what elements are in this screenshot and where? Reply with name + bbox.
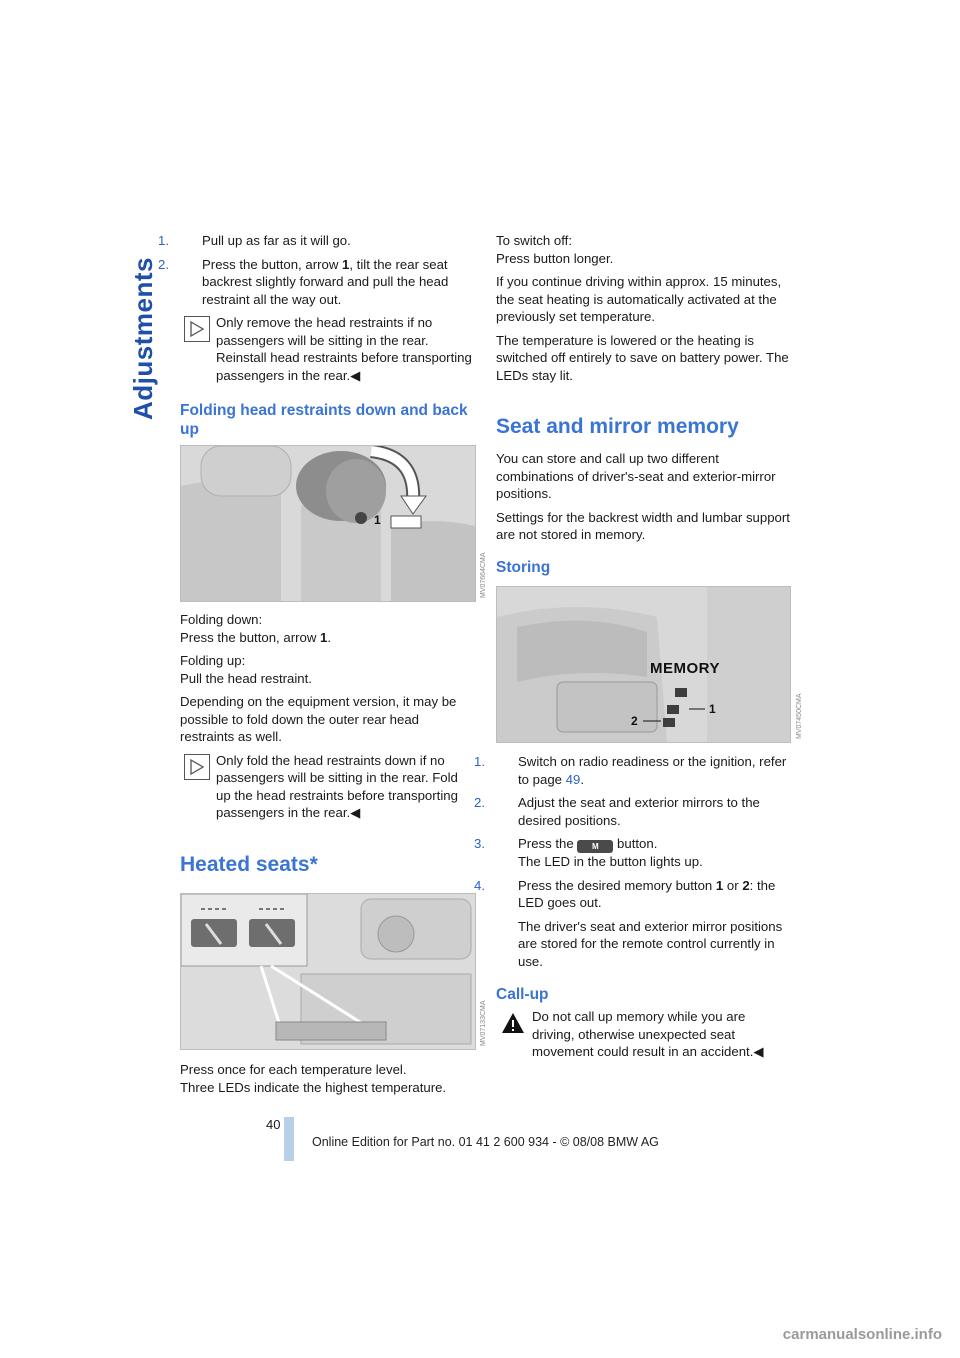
memory-text-2: Settings for the backrest width and lumbar support are not stored in memory. <box>496 509 790 542</box>
memory-button-icon: M <box>577 840 613 853</box>
memory-label: MEMORY <box>650 660 720 677</box>
storing-heading: Storing <box>496 559 551 576</box>
footer-bar <box>284 1117 294 1161</box>
continue-text: If you continue driving within approx. 15 minutes, the seat heating is automatically activated at the previously set temperature. <box>496 274 782 324</box>
heated-seats-heading: Heated seats* <box>180 853 318 876</box>
callup-section <box>496 985 790 1067</box>
chapter-side-title: Adjustments <box>128 257 158 420</box>
svg-text:2: 2 <box>631 714 638 728</box>
storing-steps <box>474 753 790 976</box>
folding-heading: Folding head restraints down and back up <box>180 402 468 438</box>
image-code: MV07664CMA <box>480 552 487 598</box>
folding-section <box>180 401 475 445</box>
image-code: MV07450CMA <box>796 693 803 739</box>
left-column <box>158 232 475 390</box>
store-step-4: 4. Press the desired memory button 1 or 2: the LED goes out. <box>474 877 776 910</box>
memory-text-1: You can store and call up two different combinations of driver's-seat and exterior-mirror positions. <box>496 451 776 501</box>
store-step-3: 3. Press the M button. The LED in the button lights up. <box>474 836 703 869</box>
store-step-2: 2. Adjust the seat and exterior mirrors to the desired positions. <box>474 795 760 828</box>
head-restraint-photo <box>180 445 476 602</box>
heated-text <box>180 1061 480 1102</box>
battery-text: The temperature is lowered or the heating is switched off entirely to save on battery power. The LEDs stay lit. <box>496 332 789 383</box>
image-code: MV07133CMA <box>480 1000 487 1046</box>
folding-text <box>180 611 475 828</box>
note-fold: Only fold the head restraints down if no passengers will be sitting in the rear. Fold up the head restraints before transporting passengers in the rear.◀ <box>180 752 475 822</box>
equipment-text: Depending on the equipment version, it may be possible to fold down the outer rear head restraints as well. <box>180 694 457 744</box>
warning-icon <box>500 1010 526 1036</box>
step-1: 1. Pull up as far as it will go. <box>158 233 351 248</box>
step-2: 2. Press the button, arrow 1, tilt the rear seat backrest slightly forward and pull the head restraint all the way out. <box>158 256 449 307</box>
watermark: carmanualsonline.info <box>782 1326 942 1343</box>
callup-warning: Do not call up memory while you are driving, otherwise unexpected seat movement could result in an accident.◀ <box>496 1008 790 1061</box>
memory-photo <box>496 586 791 743</box>
folding-up: Folding up: Pull the head restraint. <box>180 653 312 686</box>
svg-text:1: 1 <box>709 702 716 716</box>
note-remove-restraints: Only remove the head restraints if no passengers will be sitting in the rear. Reinstall head restraints before transporting passengers in the rear.◀ <box>180 314 475 384</box>
store-step-1: 1. Switch on radio readiness or the ignition, refer to page 49. <box>474 754 787 787</box>
footer-edition: Online Edition for Part no. 01 41 2 600 934 - © 08/08 BMW AG <box>312 1135 659 1149</box>
switch-off: To switch off: Press button longer. <box>496 233 614 266</box>
memory-heading: Seat and mirror memory <box>496 415 739 438</box>
heated-text-block: Press once for each temperature level. Three LEDs indicate the highest temperature. <box>180 1062 447 1095</box>
svg-text:1: 1 <box>374 513 381 527</box>
folding-down: Folding down: Press the button, arrow 1. <box>180 612 332 645</box>
storing-heading-wrap <box>496 558 790 583</box>
page-link[interactable]: 49 <box>565 771 581 787</box>
page-number: 40 <box>266 1117 281 1132</box>
right-column <box>496 232 790 390</box>
store-step-4-detail: The driver's seat and exterior mirror positions are stored for the remote control currently in use. <box>518 918 783 969</box>
note-arrow-icon <box>184 316 210 342</box>
memory-section <box>496 414 790 550</box>
note-arrow-icon <box>184 754 210 780</box>
heated-seats-photo <box>180 893 476 1050</box>
callup-heading: Call-up <box>496 986 549 1003</box>
heated-heading-wrap <box>180 852 475 884</box>
